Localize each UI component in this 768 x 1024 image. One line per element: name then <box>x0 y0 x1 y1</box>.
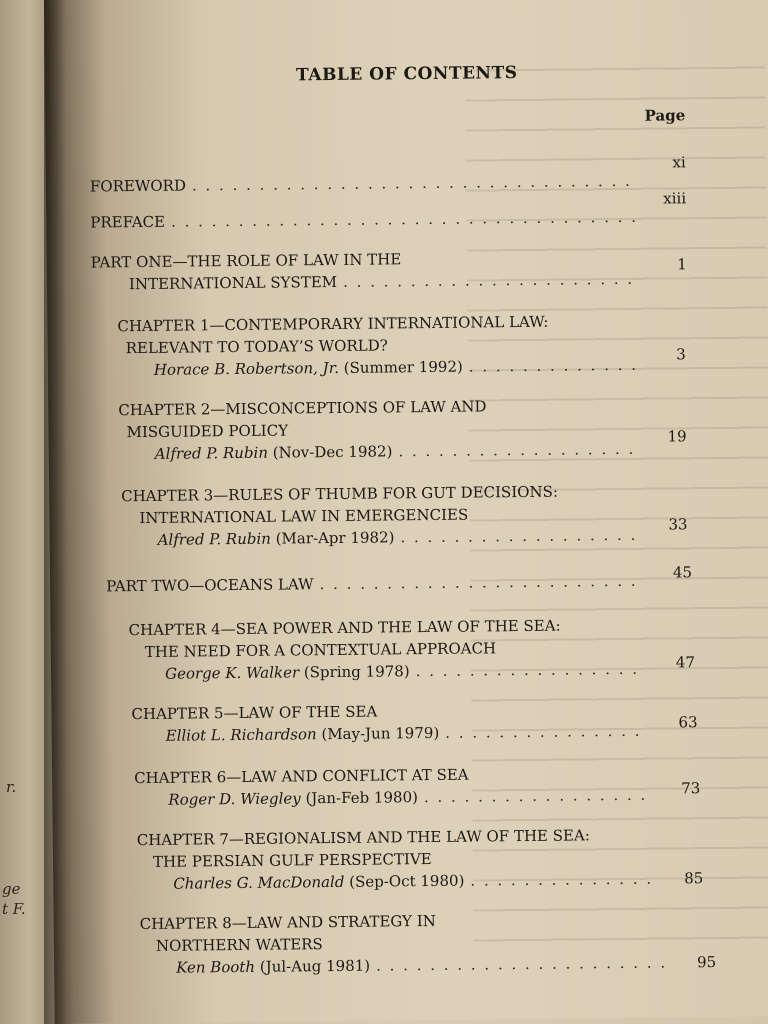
entry-date: (Sep-Oct 1980) <box>349 871 465 891</box>
leader-dots <box>376 952 666 977</box>
toc-entry-foreword <box>89 153 686 197</box>
entry-date: (Spring 1978) <box>303 662 410 682</box>
entry-title-line1: CHAPTER 2—MISCONCEPTIONS OF LAW AND <box>118 397 487 420</box>
entry-title-line1: PART TWO—OCEANS LAW <box>106 575 314 596</box>
prev-page-fragment: ge <box>2 880 21 898</box>
entry-title-line2: THE NEED FOR A CONTEXTUAL APPROACH <box>144 639 497 661</box>
entry-title-line1: CHAPTER 7—REGIONALISM AND THE LAW OF THE SEA: <box>136 826 590 850</box>
entry-author: Elliot L. Richardson <box>165 725 317 745</box>
entry-author: Roger D. Wiegley <box>168 789 301 809</box>
entry-date: (Jan-Feb 1980) <box>305 788 419 808</box>
entry-title-line2: THE PERSIAN GULF PERSPECTIVE <box>152 849 432 871</box>
toc-entry-chapter-4 <box>128 613 695 685</box>
entry-page-number: xiii <box>663 189 687 208</box>
leader-dots <box>398 438 637 462</box>
leader-dots <box>416 658 646 682</box>
entry-title-line1: CHAPTER 3—RULES OF THUMB FOR GUT DECISIONS: <box>121 482 559 506</box>
book-gutter-shadow <box>44 0 66 1024</box>
leader-dots <box>469 354 636 378</box>
page-column-header: Page <box>644 106 686 125</box>
book-page <box>44 0 768 1024</box>
entry-title-line1: PART ONE—THE ROLE OF LAW IN THE <box>90 250 402 272</box>
entry-page-number: 45 <box>672 563 693 582</box>
prev-page-fragment: t F. <box>2 900 26 918</box>
entry-page-number: 47 <box>675 653 696 672</box>
toc-entry-chapter-1 <box>117 309 686 381</box>
entry-title-line1: CHAPTER 5—LAW OF THE SEA <box>131 702 378 724</box>
toc-entry-chapter-2 <box>118 393 687 465</box>
entry-title-line2: NORTHERN WATERS <box>155 935 323 955</box>
entry-date: (Mar-Apr 1982) <box>275 528 395 548</box>
entry-label: PREFACE <box>90 212 166 232</box>
toc-entry-part-one <box>91 245 687 295</box>
entry-title-line2: RELEVANT TO TODAY’S WORLD? <box>125 336 388 358</box>
prev-page-fragment: r. <box>6 778 17 796</box>
entry-date: (May-Jun 1979) <box>321 723 440 744</box>
entry-page-number: 85 <box>684 869 704 888</box>
entry-page-number: 33 <box>668 515 688 534</box>
toc-entry-chapter-6 <box>134 761 700 811</box>
entry-page-number: 19 <box>667 427 687 446</box>
entry-title-line2: MISGUIDED POLICY <box>126 421 289 442</box>
entry-title-line2: INTERNATIONAL LAW IN EMERGENCIES <box>139 505 469 528</box>
entry-author: Horace B. Robertson, Jr. <box>153 358 340 379</box>
leader-dots <box>470 868 653 892</box>
entry-title-line1: CHAPTER 6—LAW AND CONFLICT AT SEA <box>134 765 469 788</box>
entry-page-number: 1 <box>677 255 687 274</box>
toc-entry-chapter-5 <box>131 697 697 747</box>
toc-entry-preface <box>90 189 687 233</box>
entry-author: Alfred P. Rubin <box>154 443 269 463</box>
entry-author: Charles G. MacDonald <box>173 872 345 893</box>
page-title: TABLE OF CONTENTS <box>296 63 518 86</box>
entry-label: FOREWORD <box>89 176 187 196</box>
leader-dots <box>424 784 651 808</box>
toc-entry-chapter-8 <box>140 907 717 979</box>
entry-page-number: xi <box>672 153 686 172</box>
entry-title-line1: CHAPTER 4—SEA POWER AND THE LAW OF THE SEA: <box>128 616 561 640</box>
leader-dots <box>445 720 648 744</box>
entry-page-number: 73 <box>681 779 701 798</box>
entry-date: (Jul-Aug 1981) <box>259 956 371 976</box>
entry-title-line1: CHAPTER 1—CONTEMPORARY INTERNATIONAL LAW: <box>117 312 549 336</box>
entry-page-number: 95 <box>696 953 717 972</box>
leader-dots <box>343 268 637 293</box>
entry-date: (Summer 1992) <box>343 357 463 377</box>
entry-author: Ken Booth <box>176 957 256 977</box>
toc-entry-chapter-3 <box>121 479 688 551</box>
entry-author: Alfred P. Rubin <box>157 529 271 549</box>
entry-title-line1: CHAPTER 8—LAW AND STRATEGY IN <box>139 911 436 934</box>
entry-title-line2: INTERNATIONAL SYSTEM <box>128 272 338 294</box>
entry-page-number: 3 <box>676 345 686 364</box>
entry-author: George K. Walker <box>164 663 300 683</box>
toc-entry-chapter-7 <box>137 823 704 895</box>
entry-date: (Nov-Dec 1982) <box>272 442 393 462</box>
leader-dots <box>319 570 642 595</box>
entry-page-number: 63 <box>678 713 698 732</box>
leader-dots <box>400 524 637 548</box>
leader-dots <box>192 170 636 197</box>
